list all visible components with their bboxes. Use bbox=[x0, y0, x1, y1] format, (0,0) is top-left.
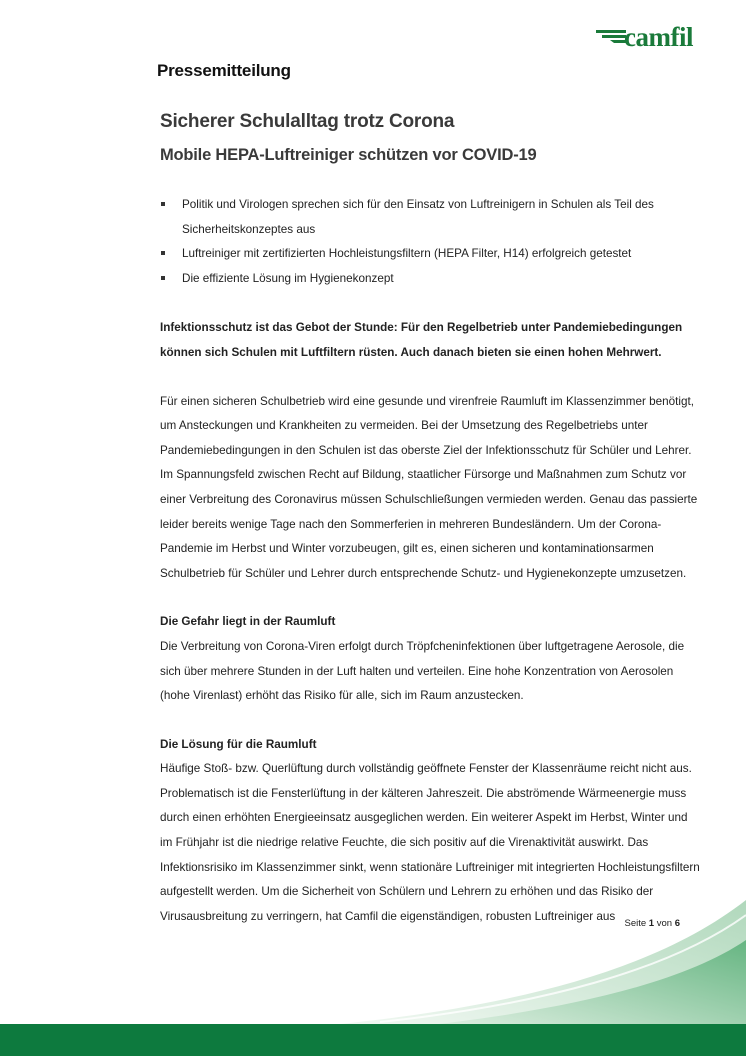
logo-wordmark: camfil bbox=[624, 22, 693, 52]
subheadline: Mobile HEPA-Luftreiniger schützen vor COVID-19 bbox=[160, 146, 537, 164]
bullet-square-icon bbox=[161, 276, 165, 280]
list-item-text: Luftreiniger mit zertifizierten Hochleistungsfiltern (HEPA Filter, H14) erfolgreich getestet bbox=[182, 247, 632, 261]
section-solution bbox=[160, 733, 700, 930]
list-item bbox=[160, 193, 700, 242]
page-total: 6 bbox=[674, 918, 680, 929]
footer-green-bar bbox=[0, 1024, 746, 1056]
body-content bbox=[160, 193, 700, 929]
page-middle: von bbox=[656, 918, 673, 929]
list-item bbox=[160, 242, 700, 267]
bullet-square-icon bbox=[161, 202, 165, 206]
camfil-logo bbox=[596, 24, 706, 54]
key-points-list bbox=[160, 193, 700, 291]
document-type-label: Pressemitteilung bbox=[157, 61, 291, 80]
section-danger bbox=[160, 610, 700, 708]
section-title: Die Lösung für die Raumluft bbox=[160, 737, 317, 751]
list-item-text: Politik und Virologen sprechen sich für den Einsatz von Luftreinigern in Schulen als Teil des Sicherheitskonzeptes aus bbox=[182, 198, 654, 236]
list-item-text: Die effiziente Lösung im Hygienekonzept bbox=[182, 271, 394, 285]
section-body: Die Verbreitung von Corona-Viren erfolgt durch Tröpfcheninfektionen über luftgetragene Aerosole, die sich über mehrere Stunden in der Luft halten und verteilen. Eine hohe Konzentration von Aerosolen (hohe Virenlast) erhöht das Risiko für alle, sich im Raum anzustecken. bbox=[160, 639, 685, 703]
logo-arrow-icon bbox=[596, 30, 626, 46]
section-title: Die Gefahr liegt in der Raumluft bbox=[160, 615, 336, 629]
page-prefix: Seite bbox=[624, 918, 647, 929]
bullet-square-icon bbox=[161, 251, 165, 255]
page-current: 1 bbox=[648, 918, 655, 929]
intro-paragraph: Für einen sicheren Schulbetrieb wird eine gesunde und virenfreie Raumluft im Klassenzimmer benötigt, um Ansteckungen und Krankheiten zu vermeiden. Bei der Umsetzung des Regelbetriebs unter Pandemiebedingungen in den Schulen ist das oberste Ziel der Infektionsschutz für Schüler und Lehrer. Im Spannungsfeld zwischen Recht auf Bildung, staatlicher Fürsorge und Maßnahmen zum Schutz vor einer Verbreitung des Coronavirus müssen Schulschließungen vermieden werden. Genau das passierte leider bereits wenige Tage nach den Sommerferien in mehreren Bundesländern. Um der Corona-Pandemie im Herbst und Winter vorzubeugen, gilt es, einen sicheren und kontaminationsarmen Schulbetrieb für Schüler und Lehrer durch entsprechende Schutz- und Hygienekonzepte umzusetzen. bbox=[160, 394, 698, 580]
headline: Sicherer Schulalltag trotz Corona bbox=[160, 111, 455, 132]
list-item bbox=[160, 267, 700, 292]
page-number bbox=[625, 918, 681, 929]
lead-paragraph: Infektionsschutz ist das Gebot der Stunde: Für den Regelbetrieb unter Pandemiebedingungen können sich Schulen mit Luftfiltern rüsten. Auch danach bieten sie einen hohen Mehrwert. bbox=[160, 321, 683, 359]
section-body: Häufige Stoß- bzw. Querlüftung durch vollständig geöffnete Fenster der Klassenräume reicht nicht aus. Problematisch ist die Fensterlüftung in der kälteren Jahreszeit. Die abströmende Wärmeenergie muss durch einen erhöhten Energieeinsatz ausgeglichen werden. Ein weiterer Aspekt im Herbst, Winter und im Frühjahr ist die niedrige relative Feuchte, die sich positiv auf die Virenaktivität auswirkt. Das Infektionsrisiko im Klassenzimmer sinkt, wenn stationäre Luftreiniger mit integrierten Hochleistungsfiltern aufgestellt werden. Um die Sicherheit von Schülern und Lehrern zu erhöhen und das Risiko der Virusausbreitung zu verringern, hat Camfil die eigenständigen, robusten Luftreiniger aus bbox=[160, 762, 700, 923]
